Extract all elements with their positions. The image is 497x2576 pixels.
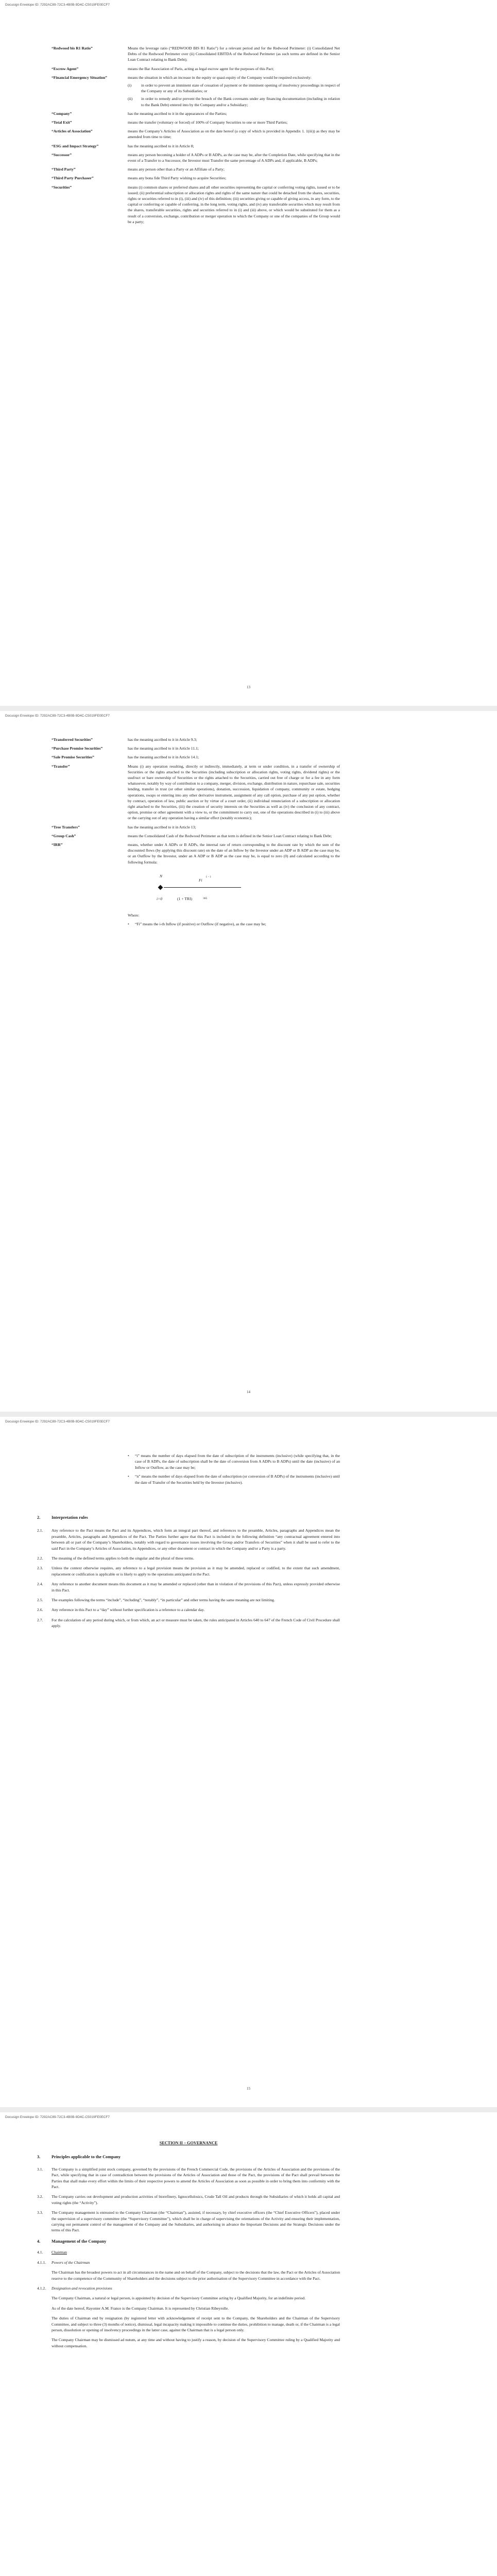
formula-denominator-exponent: 365 [203, 896, 208, 900]
heading-number: 3. [37, 2155, 41, 2160]
subheading-text: Chairman [52, 2250, 67, 2255]
paragraph [37, 1617, 340, 1629]
irr-formula [128, 873, 340, 909]
governance-section [37, 2140, 340, 2353]
formula-numerator-exponent: ( − ) [206, 875, 211, 878]
formula-bullet [128, 1473, 340, 1485]
definition-row [52, 754, 340, 760]
subitem-number: (ii) [128, 96, 133, 101]
paragraph [37, 2166, 340, 2190]
definition-term: “Group Cash” [52, 833, 76, 838]
paragraph-number: 2.3. [37, 1566, 43, 1571]
definition-term: “ESG and Impact Strategy” [52, 143, 99, 148]
definition-intro: means the situation in which an increase in the equity or quasi-equity of the Company would be required exclusively: [128, 75, 312, 80]
formula-bullet [128, 1453, 340, 1470]
paragraph-text: As of the date hereof, Rayonier A.M. France is the Company Chairman. It is represented by Christian Ribeyrolle. [52, 2306, 229, 2311]
paragraph-text: The Company Chairman, a natural or legal person, is appointed by decision of the Supervisory Committee acting by a Qualified Majority, for an indefinite period. [52, 2296, 305, 2301]
section-title: SECTION II – GOVERNANCE [159, 2141, 218, 2145]
definition-term: “Sale Promise Securities” [52, 755, 94, 760]
paragraph-number: 2.1. [37, 1528, 43, 1533]
definition-text: means the Consolidated Cash of the Redwood Perimeter as that term is defined in the Senior Loan Contract relating to Bank Debt; [128, 833, 332, 838]
paragraph-number: 2.5. [37, 1598, 43, 1603]
paragraph-number: 2.7. [37, 1617, 43, 1622]
definition-term: “Company” [52, 111, 72, 116]
section-heading [37, 2154, 340, 2160]
definition-text: has the meaning ascribed to it in Article 9.3; [128, 737, 197, 742]
paragraph-text: The Company carries out development and production activities of biorefinery, lignocellulosics, Crude Tall Oil and products through the Subsidiaries of which it holds all capital and voting rights (the “Activity”). [52, 2194, 340, 2205]
paragraph-text: The Chairman has the broadest powers to act in all circumstances in the name and on behalf of the Company, subject to the decisions that the law, the Pact or the Articles of Association reserve to the competence of the Community of Shareholders and the decisions subject to the prior authorisation of the Supervisory Committee in accordance with the Pact. [52, 2270, 340, 2281]
definition-term: “Escrow Agent” [52, 66, 79, 71]
definition-term: “Successor” [52, 152, 72, 157]
definition-term: “Third Party Purchaser” [52, 176, 94, 181]
definitions-list [52, 45, 340, 228]
page-4 [0, 2112, 497, 2576]
definition-term: “Transferred Securities” [52, 737, 93, 742]
formula-upper-bound: N [160, 873, 163, 878]
paragraph [37, 1581, 340, 1593]
definition-text: Means the leverage ratio (“REDWOOD BIS R1 Ratio”) for a relevant period and for the Redwood Perimeter: (i) Consolidated Net Debts of the Redwood Perimeter over (ii) Consolidated EBITDA of the Redwood Perimeter (as such terms are defined in the Senior Loan Contract relating to Bank Debt); [128, 46, 340, 62]
definition-term: “IRR” [52, 842, 63, 848]
subheading [37, 2285, 340, 2291]
definition-text: has the meaning ascribed to it in Article 11.1; [128, 746, 199, 751]
definition-row [52, 128, 340, 140]
paragraph-text: The meaning of the defined terms applies to both the singular and the plural of these terms. [52, 1556, 194, 1561]
definition-subitem [128, 96, 340, 107]
paragraph [37, 1565, 340, 1577]
heading-number: 2. [37, 1515, 41, 1520]
definition-row [52, 143, 340, 149]
formula-lower-bound: i=0 [157, 896, 163, 901]
page-number: 13 [247, 685, 250, 689]
definition-row [52, 737, 340, 742]
envelope-id: Docusign Envelope ID: 7292AC89-72C3-4B0B-9D4C-C5019FE0ECF7 [5, 2115, 110, 2119]
subheading-text: Designation and revocation provisions [52, 2285, 112, 2291]
definition-text: Means (i) any operation resulting, directly or indirectly, immediately, at term or under condition, in a transfer of ownership of Securities or the rights attached to the Securities (including subscription or allocation rights, voting rights, dividend rights) or the usufruct or bare ownership of Securities or the rights attached to the Securities, carried out free of charge or for a fee in any form whatsoever, notably by way of contribution to a company, merger, division, exchange, distribution in nature, repurchase sale, securities lending, transfer in trust (or other similar operations), donation, succession, liquidation of company, community or estate, hedging operations, swaps or entering into any other derivative instrument, assignment of any call option, purchase of any put option, whether by contract, operation of law, public auction or by virtue of a court order, (ii) individual renunciation of a subscription or allocation right attached to the Securities, (iii) the creation of security interests on the Securities as well as (iv) the conclusion of any contract, option, promise or other agreement with a view to, or the commitment to carry out, one of the operations described in (i) to (iii) above or the carrying out of any operation having a similar effect (notably economic); [128, 764, 340, 821]
subheading [37, 2249, 340, 2255]
formula-bullet [128, 921, 340, 927]
definition-text: means any person becoming a holder of A ADPs or B ADPs, as the case may be, after the Completion Date, while specifying that in the event of a Transfer to a Successor, the Investor must Transfer the same percentage of A ADPs and, if applicable, B ADPs; [128, 152, 340, 163]
paragraph [37, 1597, 340, 1603]
paragraph-number: 2.2. [37, 1556, 43, 1561]
definition-subitem [128, 82, 340, 94]
subheading-number: 4.1.2. [37, 2285, 46, 2291]
page-3 [0, 1417, 497, 2107]
envelope-id: Docusign Envelope ID: 7292AC89-72C3-4B0B-9D4C-C5019FE0ECF7 [5, 1420, 110, 1423]
paragraph-number: 2.6. [37, 1607, 43, 1613]
definition-text: means the transfer (voluntary or forced) of 100% of Company Securities to one or more Third Parties; [128, 120, 288, 125]
heading-number: 4. [37, 2239, 41, 2244]
bullet-text: “n” means the number of days elapsed from the date of subscription (or conversion of B ADPs) of the instruments (inclusive) until the date of Transfer of the Securities held by the Investor (inclusive). [135, 1474, 340, 1485]
definition-text: has the meaning ascribed to it in Article 14.1; [128, 755, 199, 760]
definition-row [52, 764, 340, 821]
paragraph-number: 3.3. [37, 2210, 43, 2215]
definition-row [52, 166, 340, 172]
sum-symbol [158, 885, 163, 890]
definition-text [128, 75, 340, 108]
heading-text: Management of the Company [52, 2239, 107, 2244]
paragraph [37, 1555, 340, 1561]
paragraph [37, 1528, 340, 1551]
subitem-number: (i) [128, 83, 132, 88]
definition-text: has the meaning ascribed to it in Article 8; [128, 143, 194, 148]
formula-denominator: (1 + TRI) [177, 896, 193, 901]
paragraph-number: 3.2. [37, 2194, 43, 2199]
paragraph-text: The Company management is entrusted to the Company Chairman (the “Chairman”), assisted, if necessary, by chief executive officers (the “Chief Executive Officers”), placed under the supervision of a supervisory committee (the “Supervisory Committee”), which shall be in charge of supervising the orientations of the Activity and ensuring their implementation, carrying out permanent control of the management of the Company and the Subsidiaries, and authorising in advance the Important Decisions and the Strategic Decisions under the terms of this Pact. [52, 2210, 340, 2233]
definition-term: “Purchase Promise Securities” [52, 746, 103, 751]
paragraph-number: 2.4. [37, 1582, 43, 1587]
paragraph-text: The Company is a simplified joint stock company, governed by the provisions of the French Commercial Code, the provisions of the Articles of Association and the provisions of the Pact, while specifying that in case of contradiction between the provisions of the Articles of Association and those of the Pact, the provisions of the Pact shall prevail between the Parties that shall make every effort within the limits of their respective powers to amend the Articles of Association as soon as possible in order to bring them into conformity with the Pact. [52, 2166, 340, 2190]
definition-term: “Securities” [52, 184, 72, 190]
definition-row [52, 45, 340, 63]
definition-term: “Third Party” [52, 167, 76, 172]
definition-term: “Financial Emergency Situation” [52, 75, 107, 80]
paragraph-text: The Company Chairman may be dismissed ad nutum, at any time and without having to justify a reason, by decision of the Supervisory Committee ruling by a Qualified Majority and without compensation. [52, 2337, 340, 2348]
definition-term: “Total Exit” [52, 120, 72, 125]
section-heading [37, 1515, 340, 1520]
definition-row [52, 824, 340, 830]
definition-term: “Transfer” [52, 764, 70, 769]
definition-row [52, 184, 340, 225]
bullet-icon: • [128, 922, 129, 927]
definition-term: “Articles of Association” [52, 129, 93, 134]
definition-text: means, whether under A ADPs or B ADPs, the internal rate of return corresponding to the discount rate by which the sum of the discounted flows (by applying this discount rate) on the date of an Inflow by the Investor under an ADP or B ADP as the case may be, or an Outflow by the Investor, under an A ADP or B ADP as the case may be, is equal to zero (0) and calculated according to the following formula: [128, 842, 340, 865]
subitem-text: in order to remedy and/or prevent the breach of the Bank covenants under any financing documentation (including in relation to the Bank Debt) entered into by the Company and/or a Subsidiary; [141, 96, 340, 107]
definition-row [52, 833, 340, 839]
paragraph-text: Any reference in this Pact to a “day” without further specification is a reference to a calendar day. [52, 1607, 205, 1613]
definition-row [52, 66, 340, 72]
paragraph-text: Any reference to another document means this document as it may be amended or replaced (other than in violation of the provisions of this Pact), unless expressly provided otherwise in this Pact. [52, 1582, 340, 1592]
subitem-text: in order to prevent an imminent state of cessation of payment or the imminent opening of insolvency proceedings in respect of the Company or any of its Subsidiaries; or [141, 83, 340, 94]
definition-text: means (i) common shares or preferred shares and all other securities representing the capital or conferring voting rights, issued or to be issued; (ii) preferential subscription or allocation rights and rights of the same nature that could be detached from the shares, securities, rights or securities referred to in (i), (iii) and (iv) of this definition; (iii) securities giving or capable of giving access, in any form, to the capital or conferring or capable of conferring, in the long term, voting rights, and (iv) any transferable securities which may result from the shares, transferable securities, rights and securities referred to in (i) and (iii) above, or which would be substituted for them as a result of a conversion, exchange, contribution or merger operation to which the Company or one of the companies of the Group would be a party; [128, 184, 340, 224]
envelope-id: Docusign Envelope ID: 7292AC89-72C3-4B0B-9D4C-C5019FE0ECF7 [5, 714, 110, 718]
paragraph-text: Any reference to the Pact means the Pact and its Appendices, which form an integral part thereof, and references to the preamble, Articles, paragraphs and Appendices mean the preamble, Articles, paragraphs and Appendices of the Pact. The Parties further agree that this Pact is included in the following definition “any contractual agreement entered into between all or part of the Company’s Shareholders, notably with regard to governance issues involving the Group and/or Transfers of Securities” when it shall be used to refer to the said Pact in the Company’s Articles of Association, its Appendices, or any other document or contract in which the Company and/or a Party is a party. [52, 1528, 340, 1551]
definition-term: “Tree Transfers” [52, 824, 80, 829]
definition-row [52, 120, 340, 125]
paragraph-text: Unless the context otherwise requires, any reference to a legal provision means the provision as it may be amended, replaced or codified, to the extent that such amendment, replacement or codification is applicable or is likely to apply to the operations anticipated in the Pact. [52, 1566, 340, 1577]
definition-row [52, 152, 340, 163]
paragraph-text: The examples following the terms “include”, “including”, “notably”, “in particular” and other terms having the same meaning are not limiting. [52, 1598, 275, 1603]
subheading-text: Powers of the Chairman [52, 2260, 90, 2265]
formula-numerator: Fi [199, 877, 202, 883]
definition-row [52, 745, 340, 751]
subheading-number: 4.1.1. [37, 2260, 46, 2265]
paragraph-text: The duties of Chairman end by resignation (by registered letter with acknowledgement of receipt sent to the Company, the Shareholders and the Chairman of the Supervisory Committee, and subject to three (3) months of notice), dismissal, legal incapacity making it impossible to continue the duties, prohibition to manage, death or, if the Chairman is a legal person, dissolution or opening of insolvency proceedings in the latter case, against the Chairman that is a legal person only. [52, 2316, 340, 2332]
formula-bullets [128, 1453, 340, 1488]
page-number: 15 [247, 2087, 250, 2091]
bullet-text: “i” means the number of days elapsed from the date of subscription of the instruments (inclusive) (while specifying that, in the case of B ADPs, the date of subscription shall be the date of conversion from A ADPs to B ADPs) until the date (inclusive) of an Inflow or Outflow, as the case may be; [135, 1453, 340, 1470]
paragraph [37, 1607, 340, 1613]
definition-row [52, 111, 340, 116]
definition-text: means the Company’s Articles of Association as on the date hereof (a copy of which is provided in Appendix 1. 1(iii)) as they may be amended from time to time; [128, 129, 340, 140]
section-heading [37, 2239, 340, 2244]
subheading [37, 2260, 340, 2265]
definition-row [52, 842, 340, 865]
page-2 [0, 711, 497, 1412]
paragraph-number: 3.1. [37, 2166, 43, 2172]
heading-text: Principles applicable to the Company [52, 2155, 121, 2160]
interpretation-rules [37, 1515, 340, 1633]
paragraph [37, 2210, 340, 2233]
page-number: 14 [247, 1390, 250, 1394]
subheading-number: 4.1. [37, 2250, 43, 2255]
definition-text: means any bona fide Third Party wishing to acquire Securities; [128, 176, 227, 181]
definition-row [52, 75, 340, 108]
bullet-icon: • [128, 1453, 129, 1458]
bullet-icon: • [128, 1474, 129, 1479]
fraction-bar [164, 887, 241, 888]
heading-text: Interpretation rules [52, 1515, 88, 1520]
bullet-text: “Fi” means the i-th Inflow (if positive) or Outflow (if negative), as the case may be; [135, 922, 266, 927]
envelope-id: Docusign Envelope ID: 7292AC89-72C3-4B0B-9D4C-C5019FE0ECF7 [5, 3, 110, 7]
page-1 [0, 0, 497, 706]
definition-text: means the Bar Association of Paris, acting as legal escrow agent for the purposes of this Pact; [128, 66, 275, 71]
paragraph-text: For the calculation of any period during which, or from which, an act or measure must be taken, the rules anticipated in Articles 640 to 647 of the French Code of Civil Procedure shall apply. [52, 1617, 340, 1629]
definition-row [52, 175, 340, 181]
definition-text: means any person other than a Party or an Affiliate of a Party; [128, 167, 225, 172]
definition-text: has the meaning ascribed to it in Article 13; [128, 824, 196, 829]
definition-term: “Redwood bis R1 Ratio” [52, 46, 93, 50]
paragraph [37, 2194, 340, 2206]
definition-text: has the meaning ascribed to it in the appearances of the Parties; [128, 111, 227, 116]
definitions-list [52, 737, 340, 930]
where-label: Where: [128, 912, 140, 918]
